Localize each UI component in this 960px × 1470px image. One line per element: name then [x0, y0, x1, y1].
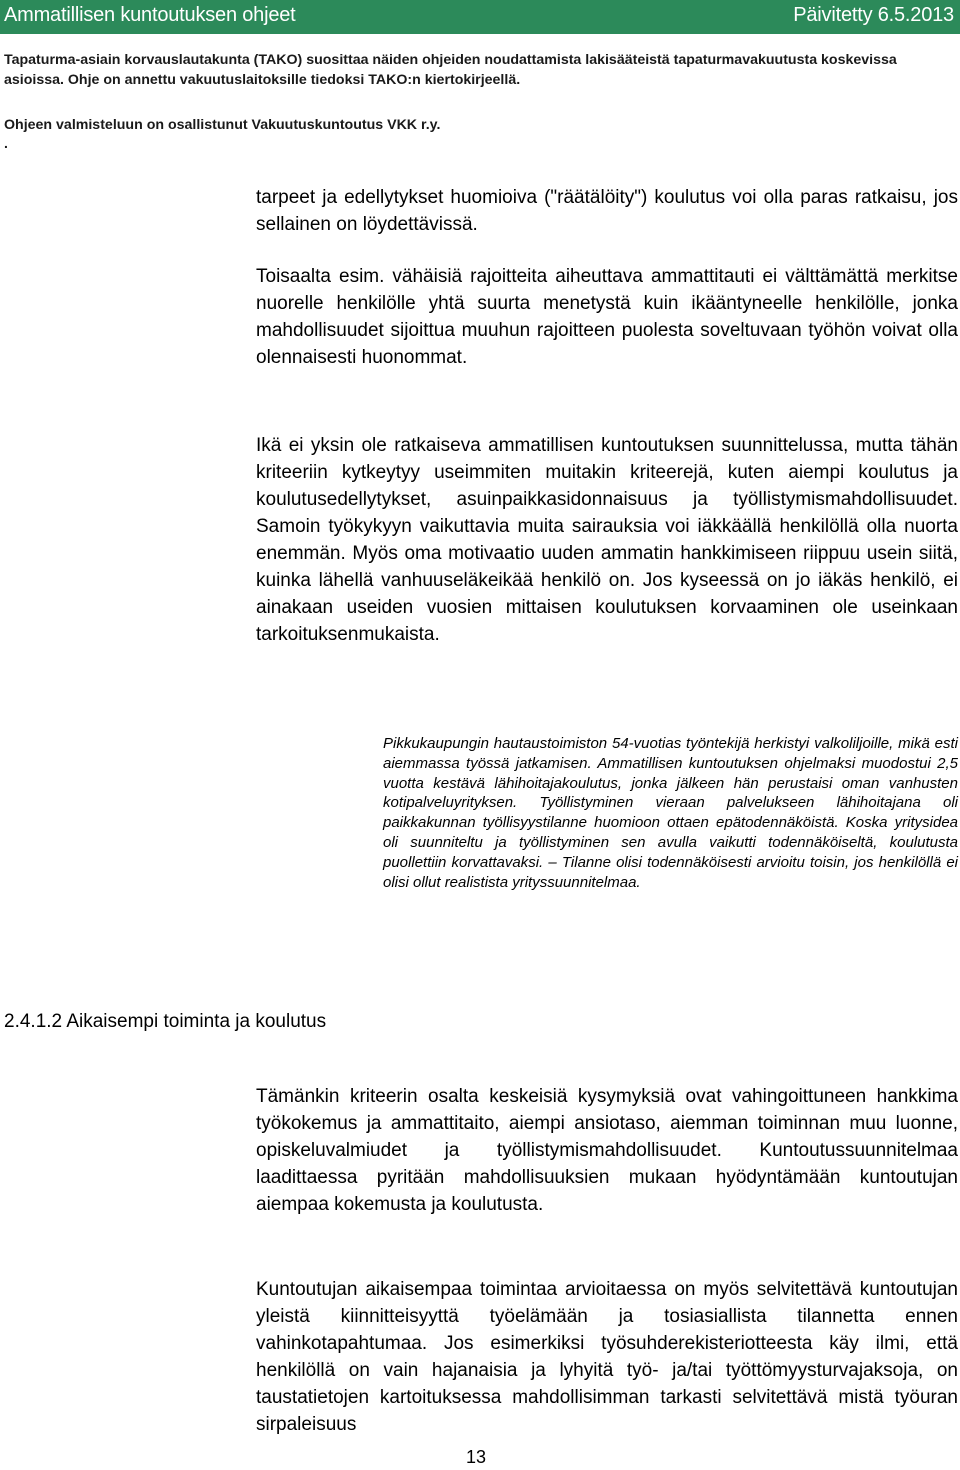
paragraph-prior-activity: Kuntoutujan aikaisempaa toimintaa arvioitaessa on myös selvitettävä kuntoutujan yleistä kiinnitteisyyttä työelämään ja tosiasiallista tilannetta ennen vahinkotapahtumaa. Jos esimerkiksi työsuhderekisteriotteesta käy ilmi, että henkilöllä on vain hajanaisia ja lyhyitä työ- ja/tai työttömyysturvajaksoja, on taustatietojen kartoituksessa mahdollisimman tarkasti selvitettävä mistä työuran sirpaleisuus	[256, 1279, 958, 1435]
example-case: Pikkukaupungin hautaustoimiston 54-vuotias työntekijä herkistyi valkoliljoille, mikä esti aiemmassa työssä jatkamisen. Ammatillisen kuntoutuksen ohjelmaksi muodostui 2,5 vuotta kestävä lähihoitajakoulutus, jonka jälkeen hän perustaisi oman vanhusten kotipalveluyrityksen. Työllistyminen vieraan palvelukseen lähihoitajana oli paikkakunnan työllisyystilanne huomioon ottaen epätodennäköistä. Koska yritysidea oli suunniteltu ja työllistyminen sen avulla vaikutti todennäköiseltä, koulutusta puollettiin korvattavaksi. – Tilanne olisi todennäköisesti arvioitu toisin, jos henkilöllä ei olisi ollut realistista yrityssuunnitelmaa.	[383, 735, 958, 891]
document-title: Ammatillisen kuntoutuksen ohjeet	[4, 4, 296, 26]
tako-notice: Tapaturma-asiain korvauslautakunta (TAKO) suosittaa näiden ohjeiden noudattamista lakisääteistä tapaturmavakuutusta koskevissa asioissa. Ohje on annettu vakuutuslaitoksille tiedoksi TAKO:n kiertokirjeellä.	[4, 52, 897, 88]
notice-dot: .	[4, 135, 8, 151]
updated-date: Päivitetty 6.5.2013	[793, 4, 954, 26]
page-header	[0, 0, 960, 34]
paragraph-age-criterion: Ikä ei yksin ole ratkaiseva ammatillisen kuntoutuksen suunnittelussa, mutta tähän kriteeriin kytkeytyy useimmiten muitakin kriteerejä, kuten aiempi koulutus ja koulutusedellytykset, asuinpaikkasidonnaisuus ja työllistymismahdollisuudet. Samoin työkykyyn vaikuttavia muita sairauksia voi iäkkäällä henkilöllä olla nuorta enemmän. Myös oma motivaatio uuden ammatin hankkimiseen riippuu usein siitä, kuinka lähellä vanhuuseläkeikää henkilö on. Jos kyseessä on jo iäkäs henkilö, ei ainakaan useiden vuosien mittaisen koulutuksen korvaaminen ole useinkaan tarkoituksenmukaista.	[256, 435, 958, 645]
page-number: 13	[466, 1447, 487, 1467]
paragraph-prior-experience: Tämänkin kriteerin osalta keskeisiä kysymyksiä ovat vahingoittuneen hankkima työkokemus ja ammattitaito, aiempi ansiotaso, aiemman toiminnan muu luonne, opiskeluvalmiudet ja työllistymismahdollisuudet. Kuntoutussuunnitelmaa laadittaessa pyritään mahdollisuuksien mukaan hyödyntämään kuntoutujan aiempaa kokemusta ja koulutusta.	[256, 1086, 958, 1215]
paragraph-tailored-training: tarpeet ja edellytykset huomioiva ("räätälöity") koulutus voi olla paras ratkaisu, jos sellainen on löydettävissä.	[256, 187, 958, 235]
vkk-notice: Ohjeen valmisteluun on osallistunut Vakuutuskuntoutus VKK r.y.	[4, 117, 441, 133]
section-heading: 2.4.1.2 Aikaisempi toiminta ja koulutus	[4, 1011, 327, 1032]
paragraph-occupational-disease: Toisaalta esim. vähäisiä rajoitteita aiheuttava ammattitauti ei välttämättä merkitse nuorelle henkilölle yhtä suurta menetystä kuin ikääntyneelle henkilölle, jonka mahdollisuudet sijoittua muuhun rajoitteen puolesta soveltuvaan työhön voivat olla olennaisesti huonommat.	[256, 266, 958, 368]
